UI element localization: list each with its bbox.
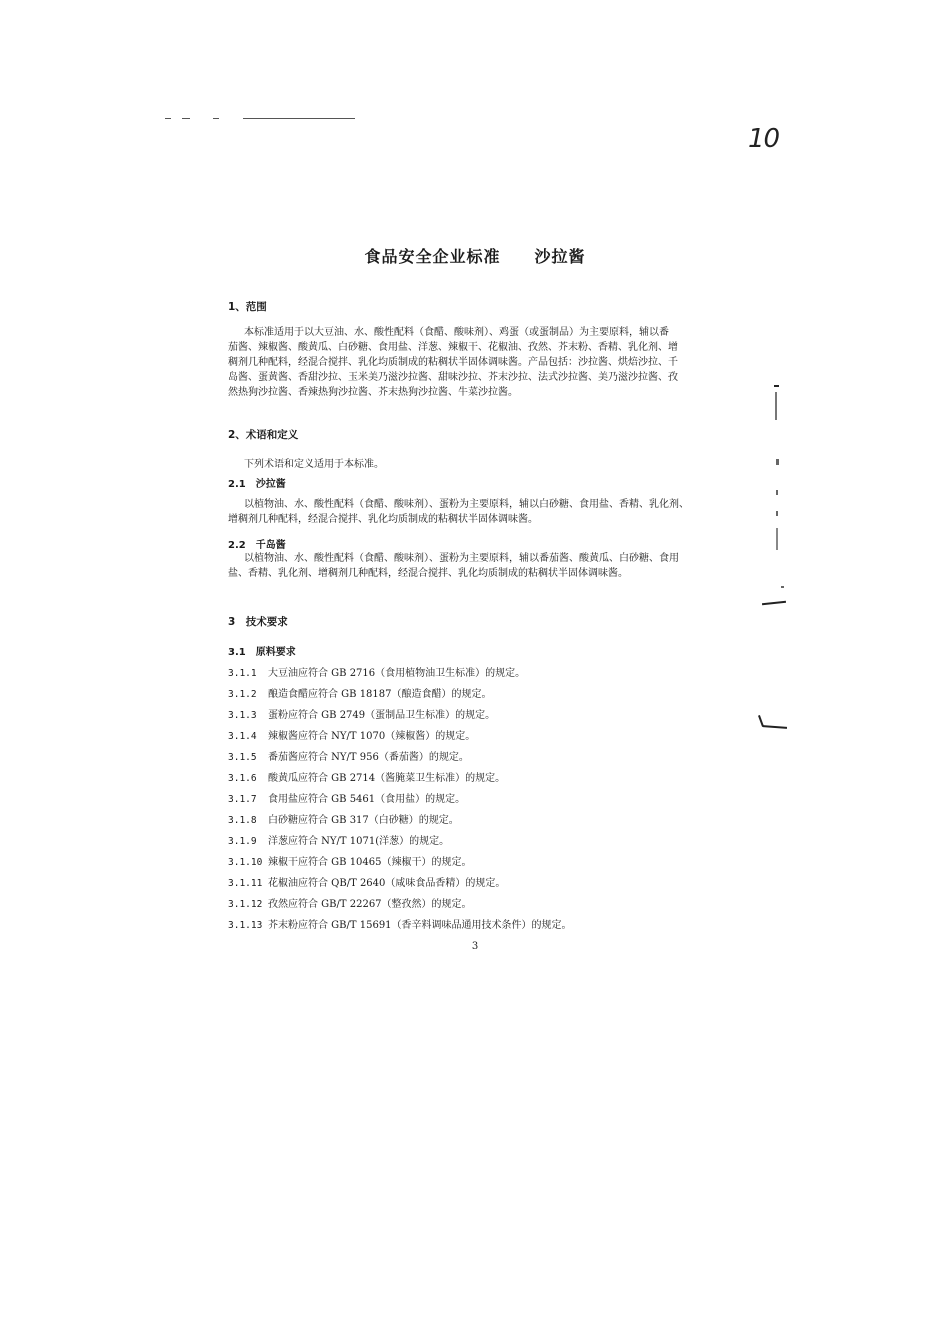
requirement-item: 3.1.9 洋葱应符合 NY/T 1071(洋葱）的规定。 — [228, 836, 450, 847]
binding-mark — [781, 586, 784, 588]
requirement-item: 3.1.7 食用盐应符合 GB 5461（食用盐）的规定。 — [228, 794, 466, 805]
term-2-1-line: 以植物油、水、酸性配料（食醋、酸味剂）、蛋粉为主要原料，辅以白砂糖、食用盐、香精、乳化剂、 — [244, 499, 689, 510]
term-2-1-line: 增稠剂几种配料，经混合搅拌、乳化均质制成的粘稠状半固体调味酱。 — [228, 514, 538, 525]
binding-mark — [776, 490, 778, 495]
requirement-item: 3.1.3 蛋粉应符合 GB 2749（蛋制品卫生标准）的规定。 — [228, 710, 496, 721]
section-1-line: 本标准适用于以大豆油、水、酸性配料（食醋、酸味剂）、鸡蛋（或蛋制品）为主要原料，辅以番 — [244, 327, 669, 338]
section-1-line: 然热狗沙拉酱、香辣热狗沙拉酱、芥末热狗沙拉酱、牛菜沙拉酱。 — [228, 387, 518, 398]
requirement-item: 3.1.5 番茄酱应符合 NY/T 956（番茄酱）的规定。 — [228, 752, 469, 763]
section-3-heading: 3 技术要求 — [228, 616, 288, 628]
scan-artifact-line — [243, 118, 355, 119]
requirement-item: 3.1.8 白砂糖应符合 GB 317（白砂糖）的规定。 — [228, 815, 459, 826]
section-2-heading: 2、术语和定义 — [228, 429, 299, 441]
scan-artifact-line — [165, 118, 171, 119]
requirement-item: 3.1.1 大豆油应符合 GB 2716（食用植物油卫生标准）的规定。 — [228, 668, 526, 679]
section-1-line: 稠剂几种配料，经混合搅拌、乳化均质制成的粘稠状半固体调味酱。产品包括：沙拉酱、烘焙沙拉、千 — [228, 357, 678, 368]
requirement-item: 3.1.4 辣椒酱应符合 NY/T 1070（辣椒酱）的规定。 — [228, 731, 476, 742]
requirement-item: 3.1.2 酿造食醋应符合 GB 18187（酿造食醋）的规定。 — [228, 689, 492, 700]
binding-mark — [776, 528, 778, 550]
requirement-item: 3.1.13 芥末粉应符合 GB/T 15691（香辛料调味品通用技术条件）的规定。 — [228, 920, 572, 931]
title-sub: 沙拉酱 — [534, 247, 586, 266]
binding-mark — [776, 459, 779, 465]
title-main: 食品安全企业标准 — [364, 247, 501, 266]
term-2-2-label: 2.2 千岛酱 — [228, 540, 286, 551]
binding-mark — [774, 385, 779, 387]
section-1-line: 岛酱、蛋黄酱、香甜沙拉、玉米美乃滋沙拉酱、甜味沙拉、芥末沙拉、法式沙拉酱、美乃滋沙拉酱、孜 — [228, 372, 678, 383]
document-title — [0, 244, 950, 267]
requirement-item: 3.1.11 花椒油应符合 QB/T 2640（咸味食品香精）的规定。 — [228, 878, 506, 889]
section-3-1-heading: 3.1 原料要求 — [228, 647, 296, 658]
binding-mark — [776, 511, 778, 516]
binding-mark — [763, 725, 787, 729]
scan-artifact-line — [182, 118, 190, 119]
requirement-item: 3.1.10 辣椒干应符合 GB 10465（辣椒干）的规定。 — [228, 857, 472, 868]
section-1-heading: 1、范围 — [228, 301, 267, 313]
section-1-line: 茄酱、辣椒酱、酸黄瓜、白砂糖、食用盐、洋葱、辣椒干、花椒油、孜然、芥末粉、香精、乳化剂、增 — [228, 342, 678, 353]
term-2-2-line: 盐、香精、乳化剂、增稠剂几种配料，经混合搅拌、乳化均质制成的粘稠状半固体调味酱。 — [228, 568, 628, 579]
requirement-item: 3.1.6 酸黄瓜应符合 GB 2714（酱腌菜卫生标准）的规定。 — [228, 773, 506, 784]
section-2-intro: 下列术语和定义适用于本标准。 — [244, 459, 384, 470]
term-2-1-label: 2.1 沙拉酱 — [228, 479, 286, 490]
binding-mark — [762, 601, 786, 605]
term-2-2-line: 以植物油、水、酸性配料（食醋、酸味剂）、蛋粉为主要原料，辅以番茄酱、酸黄瓜、白砂糖、食用 — [244, 553, 679, 564]
page-number: 3 — [471, 941, 479, 952]
binding-mark — [775, 392, 777, 420]
scan-artifact-line — [213, 118, 219, 119]
handwritten-page-mark: 10 — [748, 124, 780, 154]
requirement-item: 3.1.12 孜然应符合 GB/T 22267（整孜然）的规定。 — [228, 899, 472, 910]
